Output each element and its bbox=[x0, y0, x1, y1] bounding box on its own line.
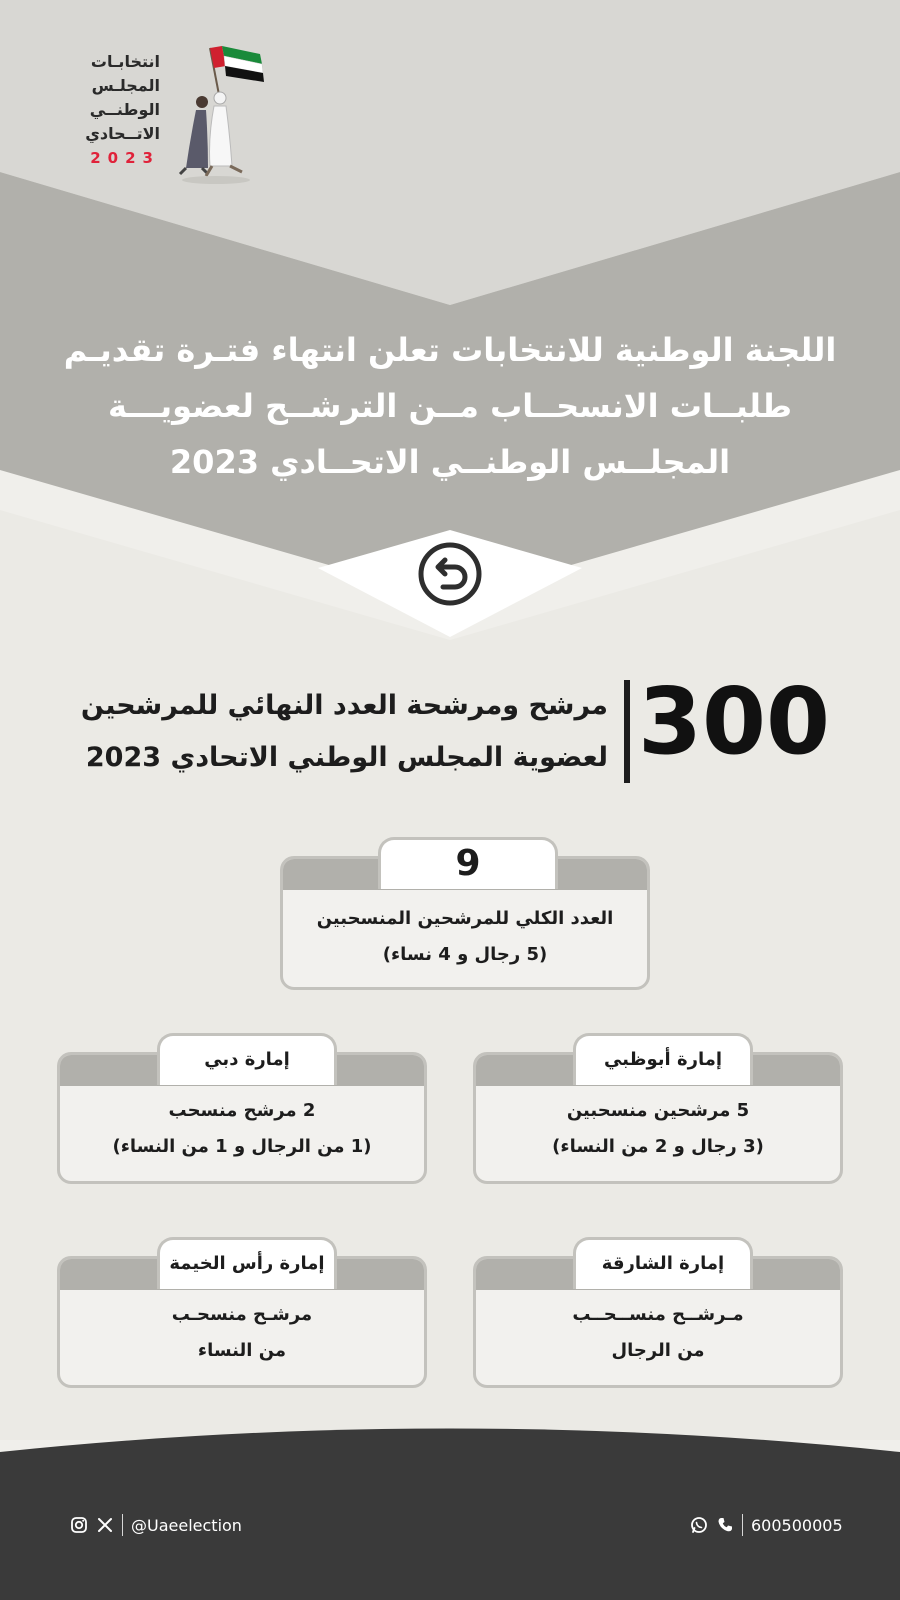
card-line: مـرشــح منســحــب bbox=[572, 1304, 744, 1325]
instagram-icon[interactable] bbox=[70, 1516, 88, 1534]
footer-social bbox=[70, 1512, 242, 1538]
headline-line: اللجنة الوطنية للانتخابات تعلن انتهاء فتـرة تقديـم bbox=[63, 331, 837, 369]
phone-number[interactable]: 600500005 bbox=[751, 1515, 843, 1535]
withdraw-return-icon bbox=[417, 541, 483, 607]
card-line: من الرجال bbox=[611, 1340, 705, 1361]
card-line: 5 مرشحين منسحبين bbox=[566, 1100, 750, 1121]
emirate-title: إمارة دبي bbox=[157, 1033, 337, 1085]
emirate-card-sharjah bbox=[473, 1253, 843, 1388]
card-line: (1 من الرجال و 1 من النساء) bbox=[112, 1136, 372, 1157]
footer-separator bbox=[122, 1514, 123, 1536]
card-body bbox=[60, 1093, 424, 1165]
social-handle[interactable]: @Uaeelection bbox=[131, 1515, 242, 1535]
card-body bbox=[60, 1297, 424, 1369]
stat-divider bbox=[624, 680, 630, 783]
logo-line: انتخابـات bbox=[90, 52, 160, 71]
card-line: (5 رجال و 4 نساء) bbox=[382, 944, 548, 965]
headline bbox=[40, 322, 860, 490]
x-icon[interactable] bbox=[96, 1516, 114, 1534]
card-body bbox=[476, 1093, 840, 1165]
footer-separator bbox=[742, 1514, 743, 1536]
total-withdrawn-value: 9 bbox=[378, 837, 558, 889]
whatsapp-icon[interactable] bbox=[690, 1516, 708, 1534]
card-line: مرشـح منسحـب bbox=[171, 1304, 313, 1325]
final-candidates-count: 300 bbox=[638, 668, 831, 775]
flag-runners-illustration bbox=[168, 40, 278, 190]
uae-flag-icon bbox=[210, 46, 264, 82]
logo-year: 2023 bbox=[90, 149, 160, 167]
emirate-card-rak bbox=[57, 1253, 427, 1388]
card-body bbox=[476, 1297, 840, 1369]
emirate-title: إمارة أبوظبي bbox=[573, 1033, 753, 1085]
emirate-card-dubai bbox=[57, 1049, 427, 1184]
headline-line: المجلــس الوطنــي الاتحــادي 2023 bbox=[169, 443, 731, 481]
logo-line: المجلـس bbox=[91, 76, 160, 95]
total-withdrawn-card bbox=[280, 843, 650, 990]
phone-icon[interactable] bbox=[716, 1516, 734, 1534]
stat-line: مرشح ومرشحة العدد النهائي للمرشحين bbox=[80, 690, 608, 721]
emirate-card-abudhabi bbox=[473, 1049, 843, 1184]
emirate-title: إمارة الشارقة bbox=[573, 1237, 753, 1289]
emirate-title: إمارة رأس الخيمة bbox=[157, 1237, 337, 1289]
logo-line: الوطنــي bbox=[89, 100, 160, 119]
card-body bbox=[283, 901, 647, 973]
card-line: من النساء bbox=[197, 1340, 287, 1361]
election-logo bbox=[60, 40, 280, 200]
footer-contact bbox=[690, 1512, 843, 1538]
card-line: 2 مرشح منسحب bbox=[168, 1100, 316, 1121]
headline-line: طلبــات الانسحــاب مــن الترشــح لعضويـــة bbox=[107, 387, 793, 425]
card-line: (3 رجال و 2 من النساء) bbox=[552, 1136, 764, 1157]
stat-description bbox=[60, 680, 608, 784]
logo-line: الاتــحادي bbox=[85, 124, 160, 143]
stat-line: لعضوية المجلس الوطني الاتحادي 2023 bbox=[85, 742, 608, 773]
card-line: العدد الكلي للمرشحين المنسحبين bbox=[316, 908, 614, 929]
logo-text bbox=[60, 50, 160, 170]
